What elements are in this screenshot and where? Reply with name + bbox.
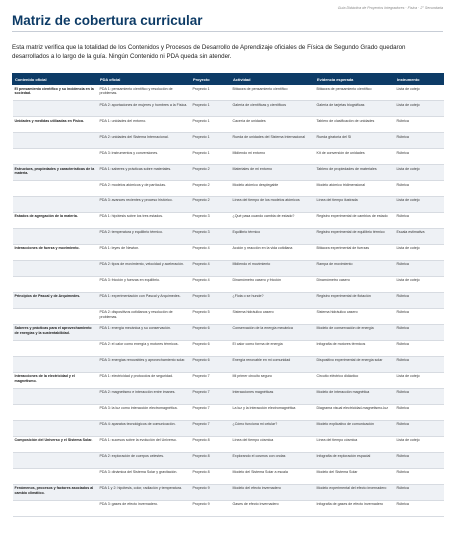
cell-instrument: Rúbrica bbox=[395, 292, 444, 308]
cell-content bbox=[13, 356, 98, 372]
cell-activity: Midiendo mi entorno bbox=[231, 148, 315, 164]
cell-pda: PDA 1: leyes de Newton. bbox=[98, 244, 191, 260]
cell-pda: PDA 1: saberes y prácticas sobre materiales. bbox=[98, 164, 191, 180]
cell-pda: PDA 1: experimentación con Pascal y Arquímedes. bbox=[98, 292, 191, 308]
cell-content bbox=[13, 340, 98, 356]
cell-instrument: Rúbrica bbox=[395, 484, 444, 500]
header-note: Guía Didáctica de Proyectos Integradores · Física · 2° Secundaria bbox=[337, 6, 443, 10]
column-header-content: Contenido oficial bbox=[13, 74, 98, 85]
cell-activity: Dinamómetro casero y fricción bbox=[231, 276, 315, 292]
cell-project: Proyecto 4 bbox=[191, 244, 231, 260]
cell-activity: ¿Cómo funciona mi celular? bbox=[231, 420, 315, 436]
table-row bbox=[13, 452, 444, 468]
cell-pda: PDA 3: instrumentos y conversiones. bbox=[98, 148, 191, 164]
table-row bbox=[13, 372, 444, 388]
cell-project: Proyecto 6 bbox=[191, 340, 231, 356]
cell-evidence: Registro experimental de cambios de estado bbox=[315, 212, 395, 228]
cell-instrument: Escala estimativa bbox=[395, 228, 444, 244]
cell-pda: PDA 2: aportaciones de mujeres y hombres a la Física. bbox=[98, 100, 191, 116]
column-header-pda: PDA oficial bbox=[98, 74, 191, 85]
cell-instrument: Rúbrica bbox=[395, 388, 444, 404]
cell-project: Proyecto 6 bbox=[191, 324, 231, 340]
column-header-evidence: Evidencia esperada bbox=[315, 74, 395, 85]
cell-content: Unidades y medidas utilizadas en Física. bbox=[13, 116, 98, 132]
cell-instrument: Rúbrica bbox=[395, 132, 444, 148]
cell-evidence: Registro experimental de equilibrio térmico bbox=[315, 228, 395, 244]
cell-evidence: Bitácora de pensamiento científico bbox=[315, 85, 395, 101]
table-row bbox=[13, 388, 444, 404]
cell-activity: Bitácora de pensamiento científico bbox=[231, 85, 315, 101]
cell-content: Fenómenos, procesos y factores asociados al cambio climático. bbox=[13, 484, 98, 500]
cell-content bbox=[13, 420, 98, 436]
table-row bbox=[13, 356, 444, 372]
table-row bbox=[13, 132, 444, 148]
cell-evidence: Modelo del Sistema Solar bbox=[315, 468, 395, 484]
cell-activity: Conservación de la energía mecánica bbox=[231, 324, 315, 340]
cell-pda: PDA 2: el calor como energía y motores térmicos. bbox=[98, 340, 191, 356]
table-row bbox=[13, 85, 444, 101]
page-title: Matriz de cobertura curricular bbox=[12, 13, 203, 28]
cell-pda: PDA 2: magnetismo e interacción entre imanes. bbox=[98, 388, 191, 404]
cell-activity: El calor como forma de energía bbox=[231, 340, 315, 356]
cell-project: Proyecto 2 bbox=[191, 164, 231, 180]
cell-instrument: Rúbrica bbox=[395, 340, 444, 356]
cell-activity: Modelo atómico desplegable bbox=[231, 180, 315, 196]
cell-pda: PDA 2: exploración de cuerpos celestes. bbox=[98, 452, 191, 468]
cell-pda: PDA 1: hipótesis sobre los tres estados. bbox=[98, 212, 191, 228]
cell-evidence: Modelo de conservación de energía bbox=[315, 324, 395, 340]
cell-content bbox=[13, 404, 98, 420]
cell-evidence: Modelo atómico tridimensional bbox=[315, 180, 395, 196]
cell-activity: Energía renovable en mi comunidad bbox=[231, 356, 315, 372]
coverage-matrix-table bbox=[12, 73, 444, 517]
cell-instrument: Rúbrica bbox=[395, 468, 444, 484]
cell-activity: Línea del tiempo cósmica bbox=[231, 436, 315, 452]
cell-pda: PDA 1: electricidad y protocolos de seguridad. bbox=[98, 372, 191, 388]
cell-pda: PDA 3: avances recientes y proceso histórico. bbox=[98, 196, 191, 212]
cell-pda: PDA 1: unidades del entorno. bbox=[98, 116, 191, 132]
cell-instrument: Lista de cotejo bbox=[395, 85, 444, 101]
table-row bbox=[13, 148, 444, 164]
cell-content bbox=[13, 452, 98, 468]
title-divider bbox=[12, 31, 443, 32]
cell-activity: Gases de efecto invernadero bbox=[231, 500, 315, 516]
cell-content: Estados de agregación de la materia. bbox=[13, 212, 98, 228]
cell-instrument: Rúbrica bbox=[395, 324, 444, 340]
cell-project: Proyecto 2 bbox=[191, 180, 231, 196]
cell-project: Proyecto 3 bbox=[191, 228, 231, 244]
cell-evidence: Dispositivo experimental de energía solar bbox=[315, 356, 395, 372]
cell-pda: PDA 4: aparatos tecnológicos de comunicación. bbox=[98, 420, 191, 436]
table-row bbox=[13, 100, 444, 116]
cell-evidence: Modelo explicativo de comunicación bbox=[315, 420, 395, 436]
table-row bbox=[13, 468, 444, 484]
cell-evidence: Galería de tarjetas biográficas bbox=[315, 100, 395, 116]
cell-pda: PDA 3: la luz como interacción electromagnética. bbox=[98, 404, 191, 420]
cell-content: Principios de Pascal y de Arquímedes. bbox=[13, 292, 98, 308]
cell-content: Estructura, propiedades y características de la materia. bbox=[13, 164, 98, 180]
cell-activity: Rueda de unidades del Sistema Internacional bbox=[231, 132, 315, 148]
cell-pda: PDA 2: modelos atómicos y de partículas. bbox=[98, 180, 191, 196]
cell-project: Proyecto 8 bbox=[191, 436, 231, 452]
cell-pda: PDA 1 y 2: hipótesis, color, radiación y temperatura. bbox=[98, 484, 191, 500]
cell-instrument: Rúbrica bbox=[395, 180, 444, 196]
cell-instrument: Lista de cotejo bbox=[395, 196, 444, 212]
cell-content: Composición del Universo y el Sistema Solar. bbox=[13, 436, 98, 452]
cell-evidence: Infografía de gases de efecto invernadero bbox=[315, 500, 395, 516]
cell-project: Proyecto 7 bbox=[191, 404, 231, 420]
cell-project: Proyecto 1 bbox=[191, 148, 231, 164]
table-row bbox=[13, 484, 444, 500]
cell-instrument: Rúbrica bbox=[395, 260, 444, 276]
table-row bbox=[13, 324, 444, 340]
cell-project: Proyecto 1 bbox=[191, 116, 231, 132]
column-header-activity: Actividad bbox=[231, 74, 315, 85]
cell-instrument: Lista de cotejo bbox=[395, 164, 444, 180]
cell-instrument: Lista de cotejo bbox=[395, 244, 444, 260]
cell-activity: Midiendo el movimiento bbox=[231, 260, 315, 276]
table-body bbox=[13, 85, 444, 517]
cell-instrument: Rúbrica bbox=[395, 452, 444, 468]
cell-content bbox=[13, 468, 98, 484]
cell-project: Proyecto 8 bbox=[191, 468, 231, 484]
cell-evidence: Línea del tiempo cósmica bbox=[315, 436, 395, 452]
cell-activity: Línea del tiempo de los modelos atómicos bbox=[231, 196, 315, 212]
table-row bbox=[13, 180, 444, 196]
cell-instrument: Lista de cotejo bbox=[395, 100, 444, 116]
cell-project: Proyecto 1 bbox=[191, 100, 231, 116]
cell-instrument: Lista de cotejo bbox=[395, 436, 444, 452]
cell-project: Proyecto 5 bbox=[191, 292, 231, 308]
cell-evidence: Tablero de propiedades de materiales bbox=[315, 164, 395, 180]
cell-evidence: Tablero de clasificación de unidades bbox=[315, 116, 395, 132]
cell-evidence: Rampa de movimiento bbox=[315, 260, 395, 276]
cell-instrument: Rúbrica bbox=[395, 404, 444, 420]
cell-content bbox=[13, 308, 98, 324]
cell-content: El pensamiento científico y su incidencia en la sociedad. bbox=[13, 85, 98, 101]
cell-project: Proyecto 1 bbox=[191, 132, 231, 148]
cell-instrument: Rúbrica bbox=[395, 116, 444, 132]
cell-project: Proyecto 8 bbox=[191, 452, 231, 468]
cell-activity: Equilibrio térmico bbox=[231, 228, 315, 244]
cell-evidence: Circuito eléctrico didáctico bbox=[315, 372, 395, 388]
table-row bbox=[13, 228, 444, 244]
cell-evidence: Sistema hidráulico casero bbox=[315, 308, 395, 324]
cell-content bbox=[13, 100, 98, 116]
cell-instrument: Rúbrica bbox=[395, 148, 444, 164]
cell-instrument: Rúbrica bbox=[395, 500, 444, 516]
cell-evidence: Diagrama visual electricidad-magnetismo-luz bbox=[315, 404, 395, 420]
table-row bbox=[13, 196, 444, 212]
cell-project: Proyecto 7 bbox=[191, 388, 231, 404]
cell-pda: PDA 2: unidades del Sistema Internacional. bbox=[98, 132, 191, 148]
cell-evidence: Infografía de motores térmicos bbox=[315, 340, 395, 356]
cell-evidence: Modelo de interacción magnética bbox=[315, 388, 395, 404]
table-row bbox=[13, 500, 444, 516]
cell-project: Proyecto 3 bbox=[191, 212, 231, 228]
cell-activity: Sistema hidráulico casero bbox=[231, 308, 315, 324]
table-header-row bbox=[13, 74, 444, 85]
table-row bbox=[13, 292, 444, 308]
cell-instrument: Rúbrica bbox=[395, 420, 444, 436]
cell-content: Interacciones de fuerza y movimiento. bbox=[13, 244, 98, 260]
table-row bbox=[13, 212, 444, 228]
table-row bbox=[13, 276, 444, 292]
cell-instrument: Rúbrica bbox=[395, 212, 444, 228]
cell-activity: La luz y la interacción electromagnética bbox=[231, 404, 315, 420]
column-header-project: Proyecto bbox=[191, 74, 231, 85]
cell-evidence: Línea del tiempo ilustrada bbox=[315, 196, 395, 212]
cell-project: Proyecto 9 bbox=[191, 484, 231, 500]
cell-content bbox=[13, 196, 98, 212]
cell-activity: Interacciones magnéticas bbox=[231, 388, 315, 404]
cell-pda: PDA 1: energía mecánica y su conservación. bbox=[98, 324, 191, 340]
cell-content bbox=[13, 180, 98, 196]
cell-pda: PDA 3: gases de efecto invernadero. bbox=[98, 500, 191, 516]
cell-content bbox=[13, 228, 98, 244]
column-header-instrument: Instrumento bbox=[395, 74, 444, 85]
cell-activity: Cacería de unidades bbox=[231, 116, 315, 132]
cell-content: Saberes y prácticas para el aprovechamiento de energías y la sustentabilidad. bbox=[13, 324, 98, 340]
cell-pda: PDA 1: pensamiento científico y resolución de problemas. bbox=[98, 85, 191, 101]
cell-pda: PDA 3: fricción y fuerzas en equilibrio. bbox=[98, 276, 191, 292]
cell-pda: PDA 2: tipos de movimiento, velocidad y aceleración. bbox=[98, 260, 191, 276]
cell-content bbox=[13, 132, 98, 148]
cell-activity: Acción y reacción en la vida cotidiana bbox=[231, 244, 315, 260]
intro-paragraph: Esta matriz verifica que la totalidad de los Contenidos y Procesos de Desarrollo de Aprendizaje oficiales de Física de Segundo Grado quedaron desarrollados a lo largo de la guía. Ningún Contenido ni PDA queda sin atender. bbox=[12, 44, 406, 60]
cell-evidence: Kit de conversión de unidades bbox=[315, 148, 395, 164]
cell-activity: Mi primer circuito seguro bbox=[231, 372, 315, 388]
cell-project: Proyecto 4 bbox=[191, 276, 231, 292]
table-row bbox=[13, 340, 444, 356]
cell-activity: Explorando el cosmos con ondas bbox=[231, 452, 315, 468]
cell-activity: Materiales de mi entorno bbox=[231, 164, 315, 180]
cell-pda: PDA 3: dinámica del Sistema Solar y gravitación. bbox=[98, 468, 191, 484]
cell-activity: Modelo del Sistema Solar a escala bbox=[231, 468, 315, 484]
cell-project: Proyecto 5 bbox=[191, 308, 231, 324]
cell-activity: Galería de científicas y científicos bbox=[231, 100, 315, 116]
cell-pda: PDA 3: energías renovables y aprovechamiento solar. bbox=[98, 356, 191, 372]
cell-evidence: Bitácora experimental de fuerzas bbox=[315, 244, 395, 260]
cell-pda: PDA 2: temperatura y equilibrio térmico. bbox=[98, 228, 191, 244]
cell-evidence: Registro experimental de flotación bbox=[315, 292, 395, 308]
cell-evidence: Dinamómetro casero bbox=[315, 276, 395, 292]
table-row bbox=[13, 164, 444, 180]
cell-instrument: Rúbrica bbox=[395, 356, 444, 372]
cell-evidence: Modelo experimental del efecto invernadero bbox=[315, 484, 395, 500]
table-row bbox=[13, 260, 444, 276]
cell-project: Proyecto 2 bbox=[191, 196, 231, 212]
cell-activity: Modelo del efecto invernadero bbox=[231, 484, 315, 500]
cell-content bbox=[13, 276, 98, 292]
cell-activity: ¿Qué pasa cuando cambia de estado? bbox=[231, 212, 315, 228]
cell-content bbox=[13, 148, 98, 164]
cell-evidence: Rueda giratoria del SI bbox=[315, 132, 395, 148]
cell-project: Proyecto 9 bbox=[191, 500, 231, 516]
table-row bbox=[13, 420, 444, 436]
cell-project: Proyecto 4 bbox=[191, 260, 231, 276]
table-row bbox=[13, 308, 444, 324]
cell-pda: PDA 1: sucesos sobre la evolución del Universo. bbox=[98, 436, 191, 452]
cell-instrument: Rúbrica bbox=[395, 308, 444, 324]
cell-evidence: Infografía de exploración espacial bbox=[315, 452, 395, 468]
table-row bbox=[13, 116, 444, 132]
cell-content bbox=[13, 388, 98, 404]
cell-project: Proyecto 6 bbox=[191, 356, 231, 372]
cell-instrument: Lista de cotejo bbox=[395, 276, 444, 292]
cell-project: Proyecto 1 bbox=[191, 85, 231, 101]
table-row bbox=[13, 436, 444, 452]
cell-instrument: Lista de cotejo bbox=[395, 372, 444, 388]
cell-content: Interacciones de la electricidad y el magnetismo. bbox=[13, 372, 98, 388]
cell-pda: PDA 2: dispositivos cotidianos y resolución de problemas. bbox=[98, 308, 191, 324]
cell-project: Proyecto 7 bbox=[191, 420, 231, 436]
cell-content bbox=[13, 500, 98, 516]
table-row bbox=[13, 244, 444, 260]
table-row bbox=[13, 404, 444, 420]
cell-activity: ¿Flota o se hunde? bbox=[231, 292, 315, 308]
cell-project: Proyecto 7 bbox=[191, 372, 231, 388]
cell-content bbox=[13, 260, 98, 276]
